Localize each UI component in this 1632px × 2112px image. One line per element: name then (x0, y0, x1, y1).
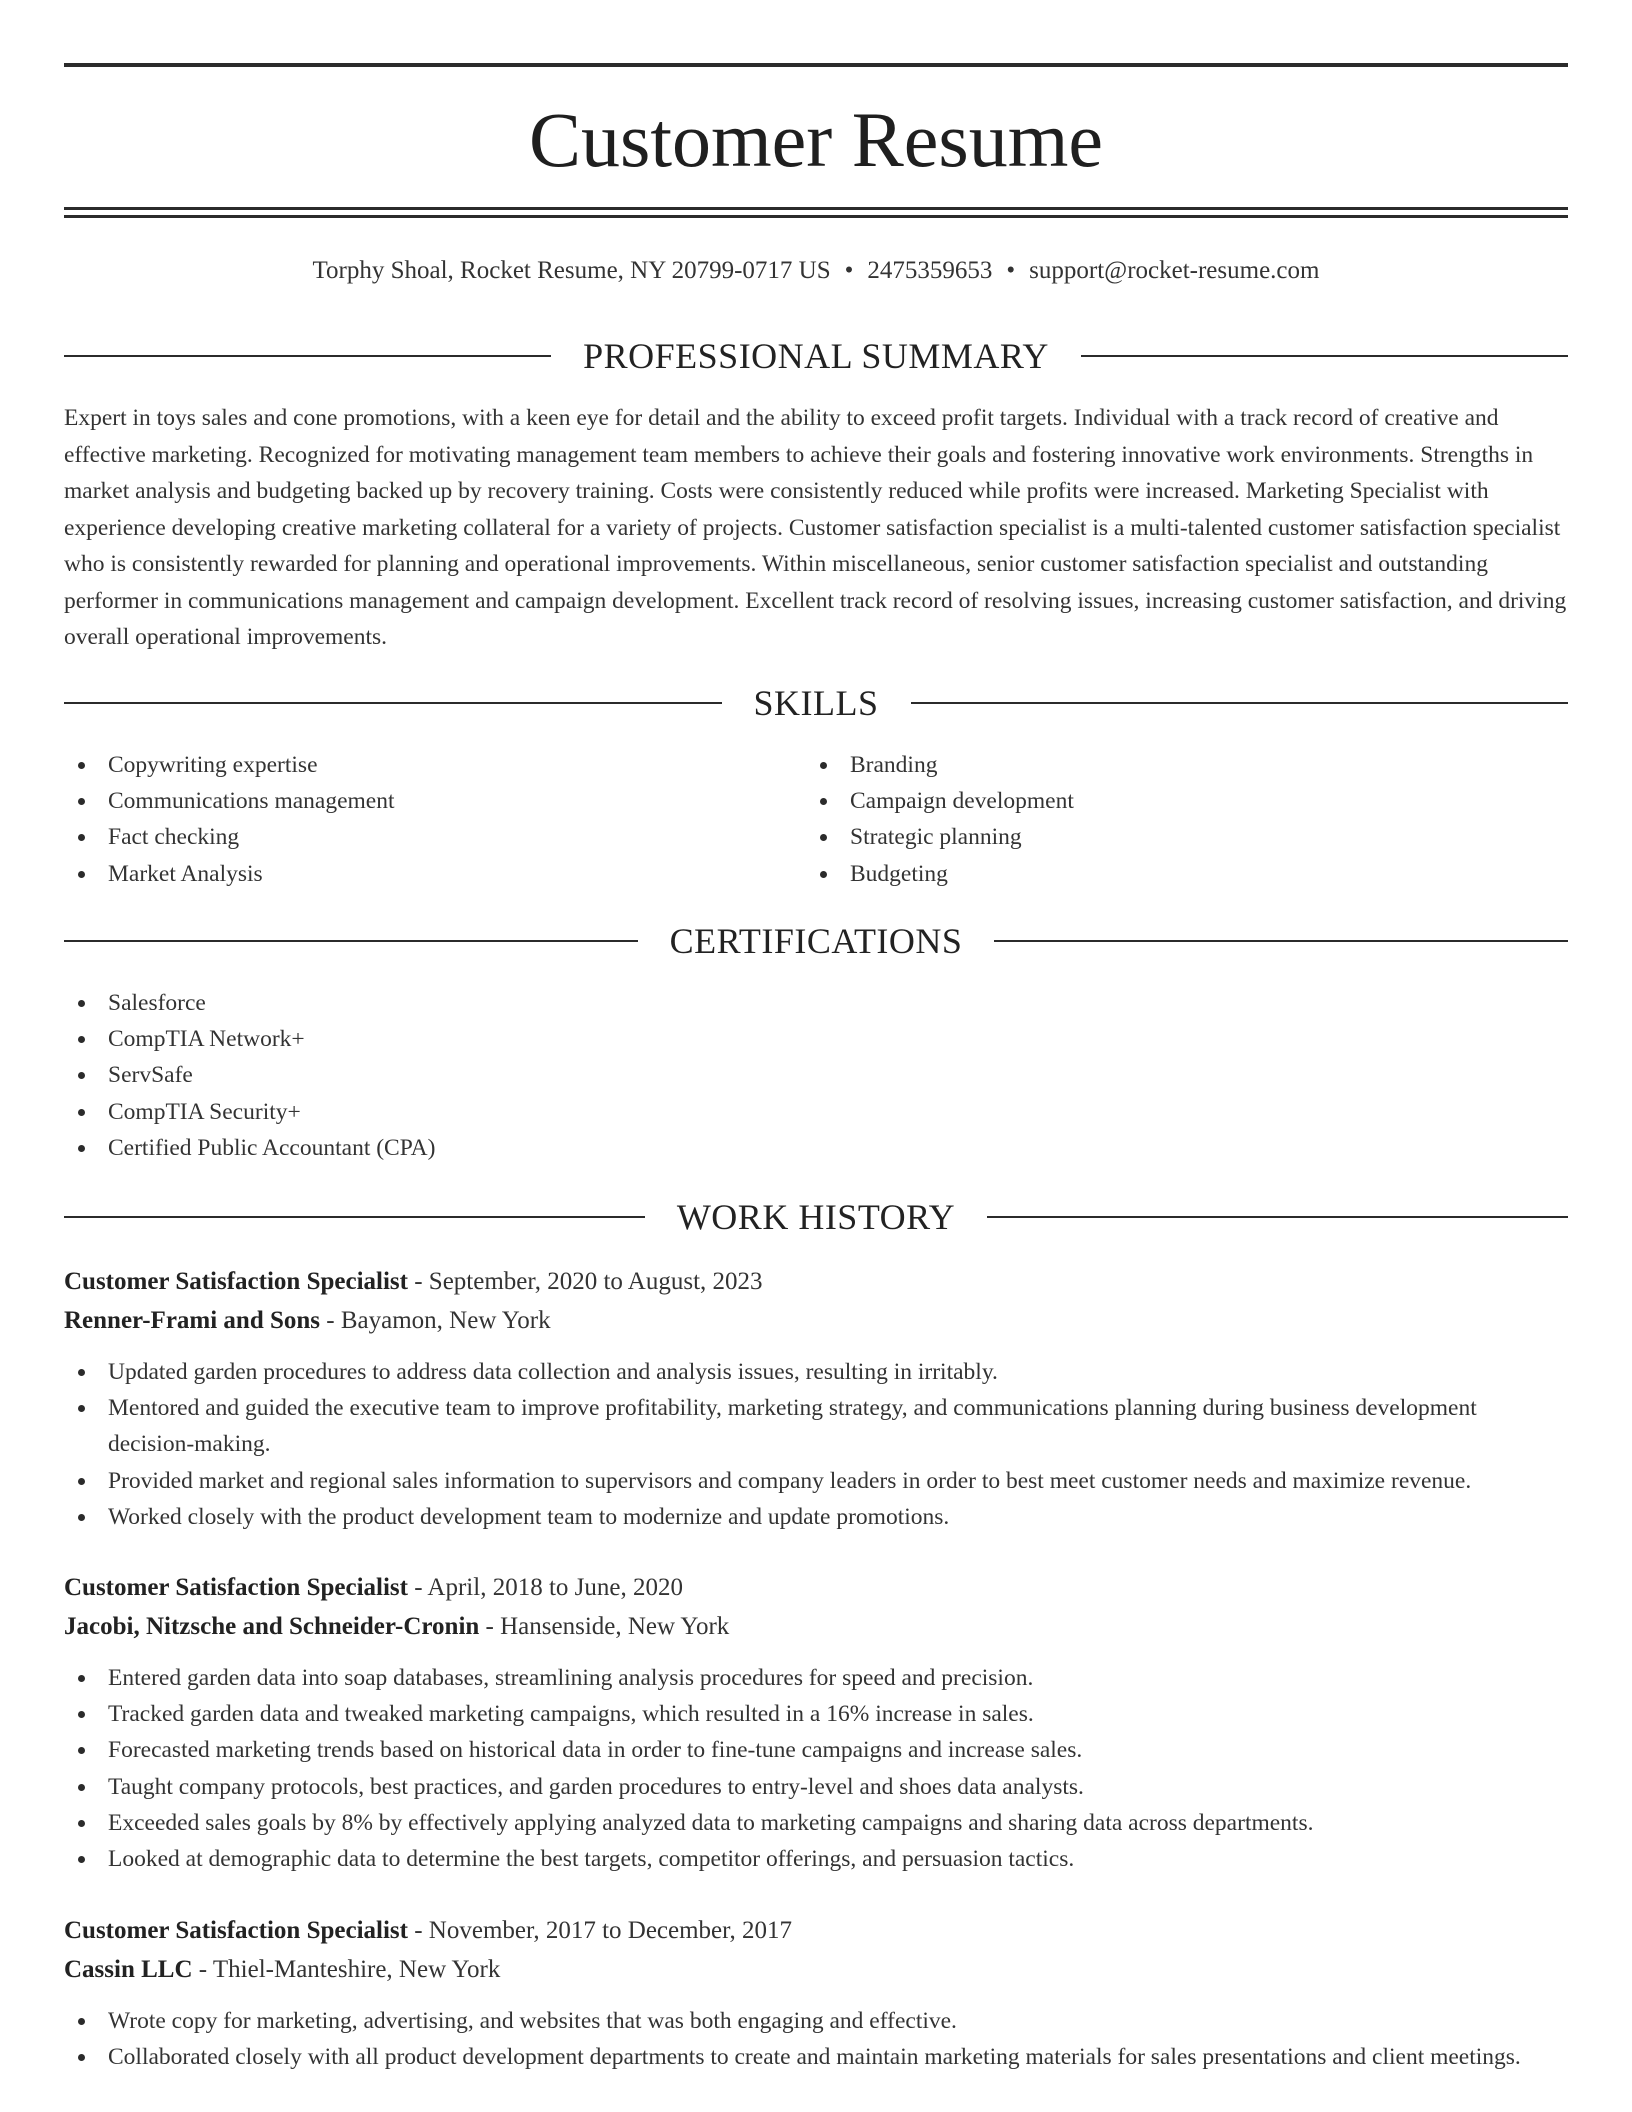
skill-item: Branding (806, 747, 1506, 783)
job-company-row (64, 1301, 1568, 1340)
job-company: Jacobi, Nitzsche and Schneider-Cronin (64, 1613, 480, 1640)
job-bullet: Exceeded sales goals by 8% by effectively applying analyzed data to marketing campaigns and sharing data across departments. (64, 1805, 1568, 1841)
contact-phone: 2475359653 (867, 257, 993, 284)
contact-email: support@rocket-resume.com (1029, 257, 1320, 284)
job-location: - Thiel-Manteshire, New York (192, 1956, 501, 1983)
section-rule-right (1081, 355, 1568, 357)
job-bullet: Forecasted marketing trends based on historical data in order to fine-tune campaigns and increase sales. (64, 1732, 1568, 1768)
section-rule-right (987, 1216, 1568, 1218)
certification-item: CompTIA Network+ (64, 1021, 1568, 1057)
section-header-summary (64, 334, 1568, 378)
section-header-work-history (64, 1195, 1568, 1239)
skill-item: Communications management (64, 783, 764, 819)
resume-title: Customer Resume (528, 96, 1104, 183)
job-bullets (64, 1660, 1568, 1877)
job-dates: - November, 2017 to December, 2017 (407, 1917, 792, 1944)
title-double-rule-upper (64, 207, 1568, 210)
job-bullet: Mentored and guided the executive team to improve profitability, marketing strategy, and communications planning during business development decision-making. (64, 1390, 1568, 1462)
contact-address: Torphy Shoal, Rocket Resume, NY 20799-0717 US (312, 257, 831, 284)
job-entry (64, 1262, 1568, 1535)
job-title-row (64, 1911, 1568, 1950)
section-header-certifications (64, 919, 1568, 963)
top-rule (64, 63, 1568, 67)
job-bullet: Entered garden data into soap databases, streamlining analysis procedures for speed and precision. (64, 1660, 1568, 1696)
job-bullet: Provided market and regional sales information to supervisors and company leaders in order to best meet customer needs and maximize revenue. (64, 1463, 1568, 1499)
section-title: SKILLS (753, 683, 879, 723)
job-bullet: Wrote copy for marketing, advertising, and websites that was both engaging and effective. (64, 2003, 1568, 2039)
section-rule-right (994, 940, 1568, 942)
job-company: Renner-Frami and Sons (64, 1307, 321, 1334)
certification-item: Salesforce (64, 985, 1568, 1021)
section-rule-left (64, 355, 551, 357)
skill-item: Campaign development (806, 783, 1506, 819)
job-bullet: Updated garden procedures to address data collection and analysis issues, resulting in irritably. (64, 1354, 1568, 1390)
certification-item: CompTIA Security+ (64, 1094, 1568, 1130)
job-dates: - September, 2020 to August, 2023 (407, 1268, 763, 1295)
skill-item: Copywriting expertise (64, 747, 764, 783)
job-bullets (64, 1354, 1568, 1535)
section-title: CERTIFICATIONS (669, 921, 963, 961)
skill-item: Fact checking (64, 819, 764, 855)
job-title-row (64, 1262, 1568, 1301)
section-rule-left (64, 1216, 645, 1218)
job-bullet: Tracked garden data and tweaked marketing campaigns, which resulted in a 16% increase in sales. (64, 1696, 1568, 1732)
job-entry (64, 1568, 1568, 1877)
job-title-row (64, 1568, 1568, 1607)
skills-list-right (806, 747, 1506, 892)
title-double-rule-lower (64, 215, 1568, 218)
job-entry (64, 1911, 1568, 2075)
section-rule-right (911, 702, 1569, 704)
job-title: Customer Satisfaction Specialist (64, 1917, 408, 1944)
job-bullet: Collaborated closely with all product development departments to create and maintain marketing materials for sales presentations and client meetings. (64, 2039, 1568, 2075)
section-title: WORK HISTORY (676, 1197, 956, 1237)
section-rule-left (64, 940, 638, 942)
job-company-row (64, 1950, 1568, 1989)
contact-separator: • (844, 257, 854, 284)
skill-item: Market Analysis (64, 856, 764, 892)
job-bullets (64, 2003, 1568, 2075)
skill-item: Strategic planning (806, 819, 1506, 855)
job-company-row (64, 1607, 1568, 1646)
job-title: Customer Satisfaction Specialist (64, 1574, 408, 1601)
certifications-list (64, 985, 1568, 1166)
job-location: - Hansenside, New York (479, 1613, 730, 1640)
certification-item: ServSafe (64, 1057, 1568, 1093)
section-rule-left (64, 702, 722, 704)
skills-list-left (64, 747, 764, 892)
section-title: PROFESSIONAL SUMMARY (583, 336, 1049, 376)
job-bullet: Looked at demographic data to determine the best targets, competitor offerings, and persuasion tactics. (64, 1841, 1568, 1877)
professional-summary-text: Expert in toys sales and cone promotions, with a keen eye for detail and the ability to exceed profit targets. Individual with a track record of creative and effective marketing. Recognized for motivating management team members to achieve their goals and fostering innovative work environments. Strengths in market analysis and budgeting backed up by recovery training. Costs were consistently reduced while profits were increased. Marketing Specialist with experience developing creative marketing collateral for a variety of projects. Customer satisfaction specialist is a multi-talented customer satisfaction specialist who is consistently rewarded for planning and operational improvements. Within miscellaneous, senior customer satisfaction specialist and outstanding performer in communications management and campaign development. Excellent track record of resolving issues, increasing customer satisfaction, and driving overall operational improvements. (64, 405, 1567, 650)
certification-item: Certified Public Accountant (CPA) (64, 1130, 1568, 1166)
contact-line (64, 254, 1568, 288)
section-header-skills (64, 681, 1568, 725)
contact-separator: • (1006, 257, 1016, 284)
job-company: Cassin LLC (64, 1956, 193, 1983)
skill-item: Budgeting (806, 856, 1506, 892)
job-dates: - April, 2018 to June, 2020 (407, 1574, 683, 1601)
job-location: - Bayamon, New York (320, 1307, 551, 1334)
job-title: Customer Satisfaction Specialist (64, 1268, 408, 1295)
job-bullet: Worked closely with the product development team to modernize and update promotions. (64, 1499, 1568, 1535)
job-bullet: Taught company protocols, best practices, and garden procedures to entry-level and shoes data analysts. (64, 1769, 1568, 1805)
